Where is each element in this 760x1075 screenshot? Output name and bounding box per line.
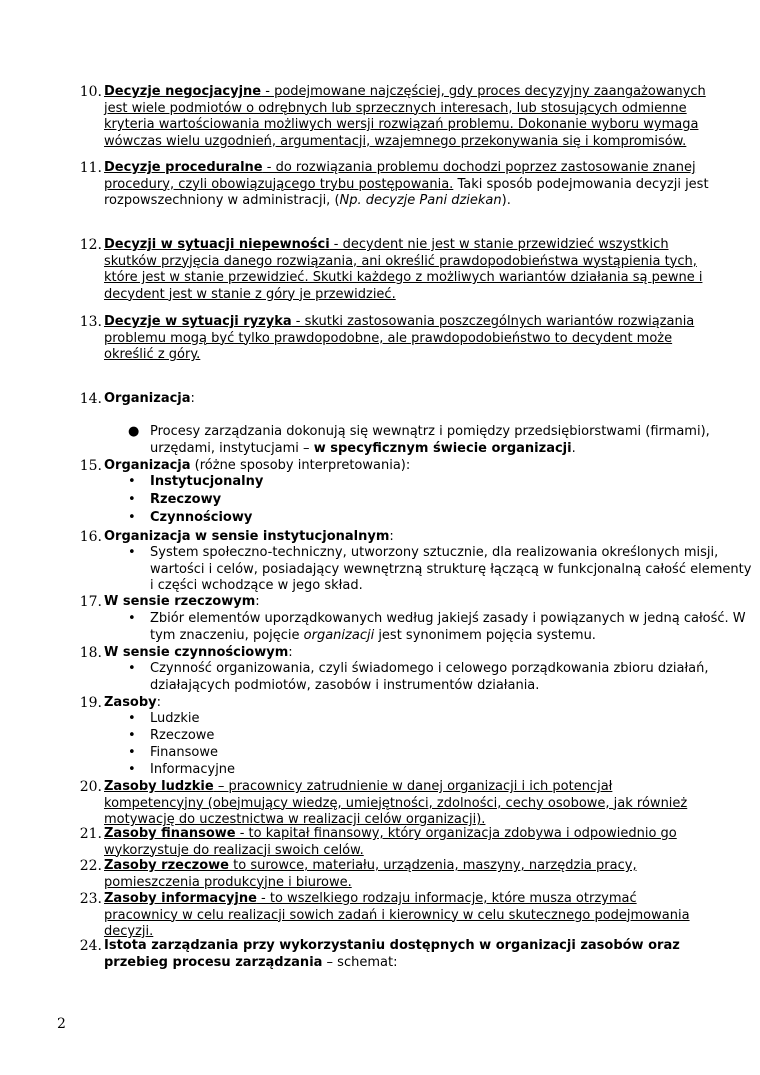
item-text: - to kapitał finansowy, który organizacja zdobywa i odpowiednio go wykorzystuje do realizacji swoich celów.: [104, 826, 677, 858]
bullet-item: • Instytucjonalny: [128, 474, 264, 489]
item-text: ).: [501, 193, 511, 208]
list-item: [78, 160, 718, 210]
bullet-icon: •: [128, 728, 136, 743]
item-number: 13.: [79, 314, 102, 330]
item-text: - podejmowane najczęściej, gdy proces decyzyjny zaangażowanych jest wiele podmiotów o odrębnych lub sprzecznych interesach, lub stosujących odmienne kryteria wartościowania możliwych wersji rozwiązań problemu. Dokonanie wyboru wymaga wówczas wielu uzgodnień, argumentacji, wzajemnego przekonywania się i kompromisów.: [104, 84, 706, 149]
item-title: Zasoby: [104, 695, 157, 710]
item-number: 15.: [79, 458, 102, 474]
list-item: 16. Organizacja w sensie instytucjonalnym:: [79, 529, 394, 545]
bullet-item: • Finansowe: [128, 745, 218, 760]
bullet-icon: •: [128, 661, 136, 676]
bullet-item: • System społeczno-techniczny, utworzony sztucznie, dla realizowania określonych misji, wartości i celów, posiadający wewnętrzną strukturę łączącą w funkcjonalną całość elementy i części wchodzące w jego skład.: [128, 545, 752, 593]
list-item: [78, 314, 718, 364]
bullet-item: • Rzeczowy: [128, 492, 222, 507]
item-text: – pracownicy zatrudnienie w danej organizacji i ich potencjał kompetencyjny (obejmujący wiedzę, umiejętności, zdolności, cechy osobowe, jak również motywację do uczestnictwa w realizacji celów organizacji).: [104, 779, 688, 827]
list-item: [78, 891, 718, 941]
list-item: 18. W sensie czynnościowym:: [79, 645, 293, 661]
bullet-icon: •: [128, 545, 136, 560]
item-title: Istota zarządzania przy wykorzystaniu dostępnych w organizacji zasobów oraz przebieg procesu zarządzania: [104, 938, 680, 970]
item-title: Zasoby ludzkie: [104, 779, 214, 794]
item-number: 10.: [79, 84, 102, 100]
item-number: 23.: [79, 891, 102, 907]
item-text: - decydent nie jest w stanie przewidzieć wszystkich skutków przyjęcia danego rozwiązania, ani określić prawdopodobieństwa wystąpienia tych, które jest w stanie przewidzieć. Skutki każdego z możliwych wariantów działania są pewne i decydent jest w stanie z góry je przewidzieć.: [104, 237, 703, 302]
bullet-icon: •: [128, 745, 136, 760]
item-title: Zasoby informacyjne: [104, 891, 257, 906]
item-number: 20.: [79, 779, 102, 795]
bullet-icon: •: [128, 762, 136, 777]
item-title: Organizacja: [104, 391, 191, 406]
item-text: to surowce, materiału, urządzenia, maszyny, narzędzia pracy, pomieszczenia produkcyjne i biurowe.: [104, 858, 637, 890]
list-item: [78, 237, 718, 303]
item-title: Organizacja w sensie instytucjonalnym: [104, 529, 390, 544]
bullet-item: • Czynnościowy: [128, 510, 253, 525]
bullet-item: ● Procesy zarządzania dokonują się wewnątrz i pomiędzy przedsiębiorstwami (firmami), urzędami, instytucjami – w specyficznym świecie organizacji.: [128, 424, 710, 456]
list-item: 14. Organizacja:: [79, 391, 195, 407]
item-number: 18.: [79, 645, 102, 661]
item-title: Zasoby finansowe: [104, 826, 236, 841]
item-number: 21.: [79, 826, 102, 842]
bullet-icon: •: [128, 510, 136, 525]
bullet-icon: •: [128, 474, 136, 489]
item-title: Zasoby rzeczowe: [104, 858, 229, 873]
item-number: 12.: [79, 237, 102, 253]
item-title: W sensie rzeczowym: [104, 594, 256, 609]
item-title: W sensie czynnościowym: [104, 645, 289, 660]
item-number: 16.: [79, 529, 102, 545]
item-number: 24.: [79, 938, 102, 954]
item-title: Decyzje negocjacyjne: [104, 84, 262, 99]
item-example: Np. decyzje Pani dziekan: [339, 193, 502, 208]
item-text: Taki sposób podejmowania decyzji jest rozpowszechniony w administracji, (: [104, 176, 709, 208]
bullet-item: • Rzeczowe: [128, 728, 215, 743]
item-title: Organizacja: [104, 458, 191, 473]
item-number: 17.: [79, 594, 102, 610]
list-item: 15. Organizacja (różne sposoby interpretowania):: [79, 458, 411, 474]
bullet-item: • Czynność organizowania, czyli świadomego i celowego porządkowania zbioru działań, działających podmiotów, zasobów i instrumentów działania.: [128, 661, 709, 693]
page-number: 2: [57, 1016, 66, 1032]
list-item: [78, 84, 718, 150]
bullet-item: • Ludzkie: [128, 711, 200, 726]
item-title: Decyzje w sytuacji ryzyka: [104, 314, 292, 329]
bullet-icon: ●: [128, 424, 140, 439]
bullet-icon: •: [128, 611, 136, 626]
list-item: [78, 858, 718, 891]
item-number: 11.: [79, 160, 102, 176]
item-title: Decyzji w sytuacji niepewności: [104, 237, 330, 252]
item-number: 14.: [79, 391, 102, 407]
list-item: [78, 779, 718, 829]
bullet-icon: •: [128, 492, 136, 507]
bullet-item: • Informacyjne: [128, 762, 236, 777]
item-title: Decyzje proceduralne: [104, 160, 263, 175]
item-number: 19.: [79, 695, 102, 711]
item-text: - skutki zastosowania poszczególnych wariantów rozwiązania problemu mogą być tylko prawdopodobne, ale prawdopodobieństwo to decydent może określić z góry.: [104, 314, 695, 362]
list-item: 24. Istota zarządzania przy wykorzystaniu dostępnych w organizacji zasobów oraz przebieg procesu zarządzania – schemat:: [79, 938, 680, 970]
item-text: - do rozwiązania problemu dochodzi poprzez zastosowanie znanej procedury, czyli obowiązującego trybu postępowania.: [104, 160, 696, 192]
item-text: - to wszelkiego rodzaju informacje, które musza otrzymać pracownicy w celu realizacji sowich zadań i kierownicy w celu skutecznego podejmowania decyzji.: [104, 891, 690, 939]
list-item: 19. Zasoby:: [79, 695, 162, 711]
list-item: 17. W sensie rzeczowym:: [79, 594, 260, 610]
bullet-icon: •: [128, 711, 136, 726]
bullet-item: • Zbiór elementów uporządkowanych według jakiejś zasady i powiązanych w jedną całość. W tym znaczeniu, pojęcie organizacji jest synonimem pojęcia systemu.: [128, 611, 746, 643]
list-item: [78, 826, 718, 859]
item-number: 22.: [79, 858, 102, 874]
